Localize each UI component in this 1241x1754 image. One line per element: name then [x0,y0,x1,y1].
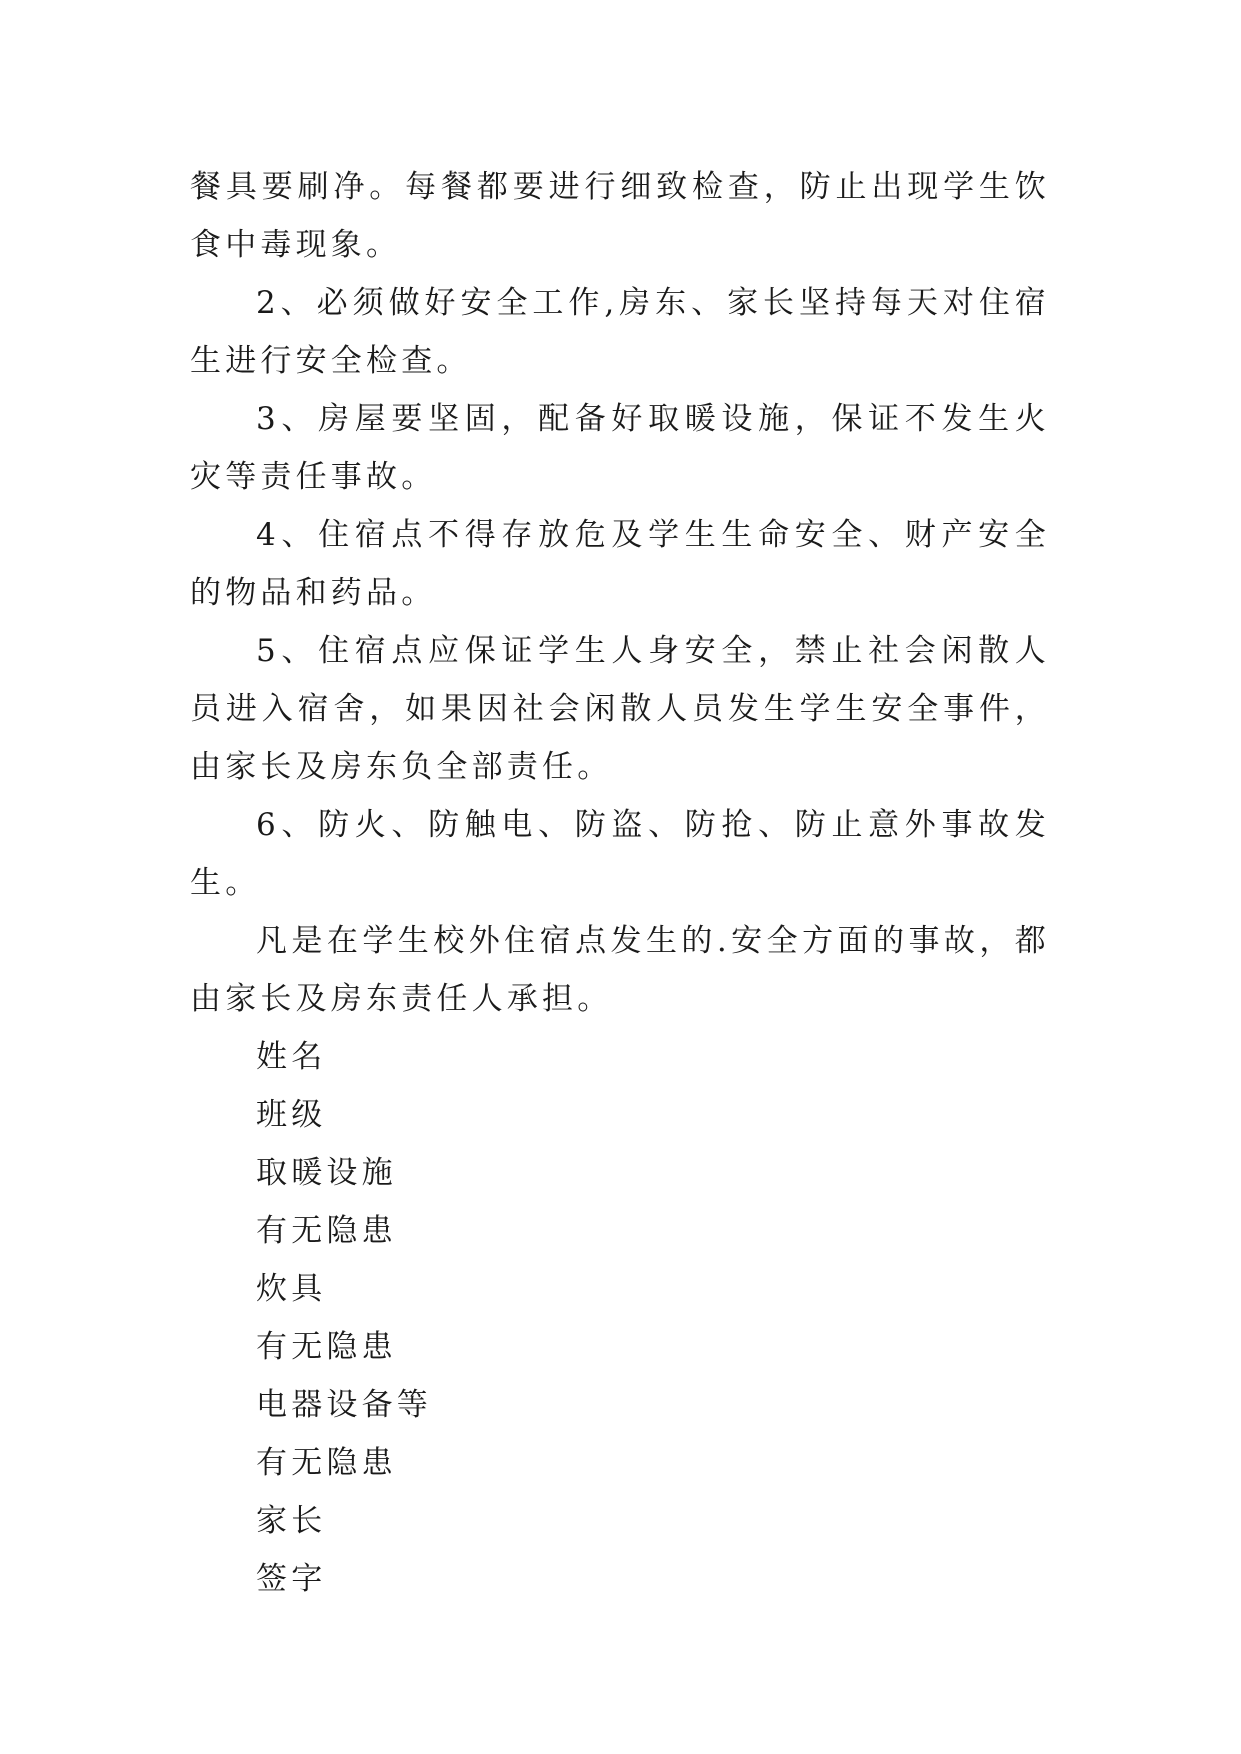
form-field-class: 班级 [256,1097,327,1133]
paragraph-item-4: 4、住宿点不得存放危及学生生命安全、财产安全的物品和药品。 [190,517,1050,611]
document-body [190,158,1050,1608]
form-field-signature: 签字 [256,1561,327,1597]
paragraph-item-2: 2、必须做好安全工作,房东、家长坚持每天对住宿生进行安全检查。 [190,285,1050,379]
paragraph-tableware: 餐具要刷净。每餐都要进行细致检查，防止出现学生饮食中毒现象。 [190,169,1050,263]
form-field-parent: 家长 [256,1503,327,1539]
form-field-name: 姓名 [256,1039,327,1075]
form-field-electrical-hazard: 有无隐患 [256,1445,397,1481]
form-field-heating-hazard: 有无隐患 [256,1213,397,1249]
paragraph-liability: 凡是在学生校外住宿点发生的.安全方面的事故，都由家长及房东责任人承担。 [190,923,1050,1017]
form-field-cookware: 炊具 [256,1271,327,1307]
paragraph-item-3: 3、房屋要坚固，配备好取暖设施，保证不发生火灾等责任事故。 [190,401,1050,495]
form-field-cookware-hazard: 有无隐患 [256,1329,397,1365]
paragraph-item-5: 5、住宿点应保证学生人身安全，禁止社会闲散人员进入宿舍，如果因社会闲散人员发生学生安全事件，由家长及房东负全部责任。 [190,633,1050,785]
form-field-heating: 取暖设施 [256,1155,397,1191]
form-field-list [190,1028,1050,1608]
form-field-electrical: 电器设备等 [256,1387,432,1423]
paragraph-item-6: 6、防火、防触电、防盗、防抢、防止意外事故发生。 [190,807,1050,901]
